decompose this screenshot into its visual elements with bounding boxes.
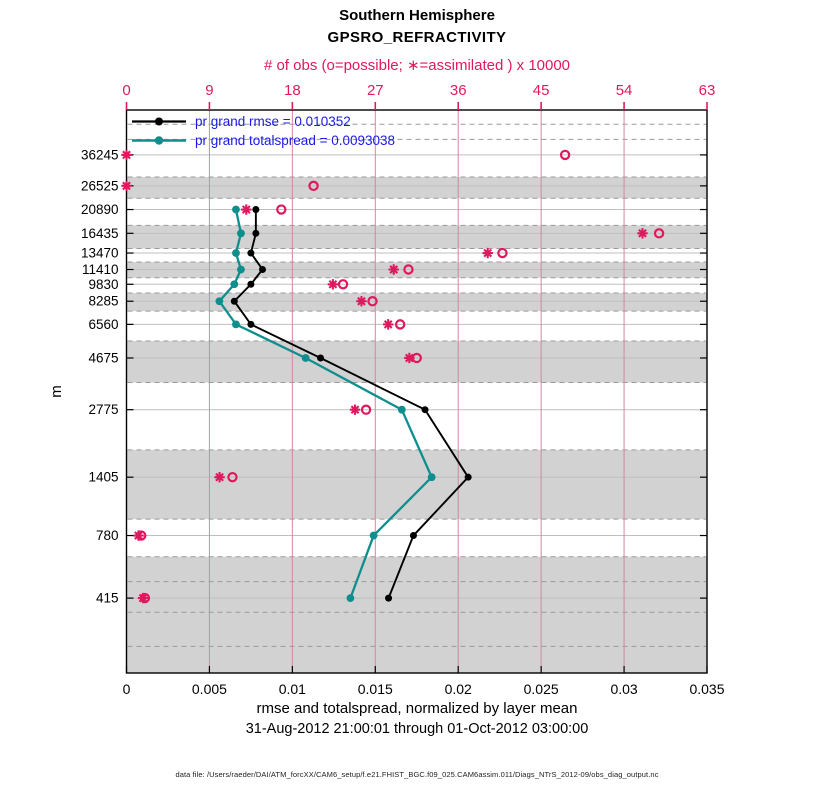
obs-axis-label: # of obs (o=possible; ∗=assimilated ) x 10000 bbox=[263, 57, 571, 74]
obs-tick-label: 0 bbox=[122, 82, 131, 99]
y-axis-label: m bbox=[47, 385, 65, 398]
y-tick-label: 780 bbox=[95, 528, 119, 544]
legend-label-totalspread: pr grand totalspread = 0.0093038 bbox=[195, 133, 396, 148]
obs-tick-label: 27 bbox=[366, 82, 384, 99]
y-tick-label: 26525 bbox=[80, 178, 119, 194]
y-tick-label: 4675 bbox=[88, 350, 119, 366]
obs-tick-label: 18 bbox=[284, 82, 301, 99]
y-tick-label: 13470 bbox=[80, 245, 119, 261]
y-tick-label: 9830 bbox=[88, 276, 119, 292]
y-tick-label: 6560 bbox=[88, 316, 119, 332]
y-tick-label: 20890 bbox=[80, 202, 119, 218]
obs-tick-label: 9 bbox=[205, 82, 214, 99]
x-tick-label: 0.025 bbox=[523, 681, 559, 697]
chart-title: Southern Hemisphere bbox=[339, 7, 495, 24]
legend-sample-rmse-line bbox=[130, 114, 188, 129]
obs-tick-label: 63 bbox=[698, 82, 716, 99]
x-tick-label: 0.035 bbox=[689, 681, 725, 697]
legend-item-rmse bbox=[130, 112, 395, 131]
legend-label-rmse: pr grand rmse = 0.010352 bbox=[195, 114, 351, 129]
y-tick-label: 415 bbox=[95, 590, 119, 606]
y-tick-label: 2775 bbox=[88, 402, 119, 418]
y-tick-label: 1405 bbox=[88, 469, 119, 485]
legend bbox=[130, 112, 395, 150]
x-axis-label: rmse and totalspread, normalized by layer mean bbox=[256, 700, 578, 717]
date-range-label: 31-Aug-2012 21:00:01 through 01-Oct-2012 03:00:00 bbox=[245, 721, 589, 737]
legend-sample-totalspread-line bbox=[130, 133, 188, 148]
x-tick-label: 0.03 bbox=[610, 681, 638, 697]
obs-tick-label: 54 bbox=[615, 82, 633, 99]
y-tick-label: 11410 bbox=[81, 262, 119, 278]
legend-item-totalspread bbox=[130, 131, 395, 150]
data-file-path: data file: /Users/raeder/DAI/ATM_forcXX/CAM6_setup/f.e21.FHIST_BGC.f09_025.CAM6assim.011/Diags_NTrS_2012-09/obs_diag_output.nc bbox=[175, 770, 659, 779]
x-tick-label: 0.015 bbox=[357, 681, 393, 697]
x-tick-label: 0 bbox=[122, 681, 131, 697]
y-tick-label: 16435 bbox=[80, 225, 119, 241]
x-tick-label: 0.02 bbox=[444, 681, 472, 697]
x-tick-label: 0.01 bbox=[278, 681, 306, 697]
y-tick-label: 36245 bbox=[80, 147, 119, 163]
x-tick-label: 0.005 bbox=[191, 681, 227, 697]
obs-tick-label: 36 bbox=[449, 82, 467, 99]
obs-tick-label: 45 bbox=[532, 82, 550, 99]
y-tick-label: 8285 bbox=[88, 293, 119, 309]
chart-subtitle: GPSRO_REFRACTIVITY bbox=[327, 29, 507, 46]
